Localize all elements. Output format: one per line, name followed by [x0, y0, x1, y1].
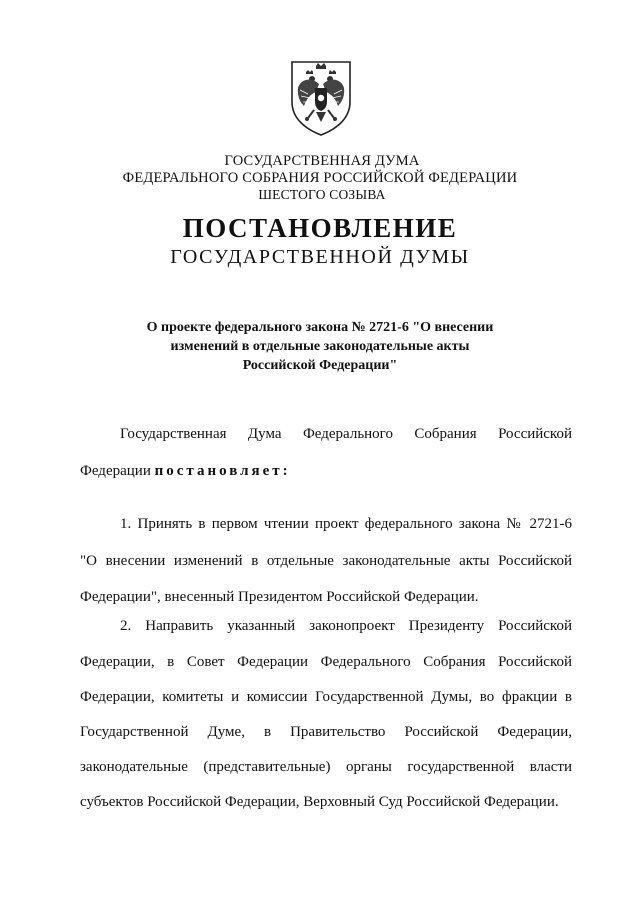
- item-1-line-2: "О внесении изменений в отдельные законодательные акты Российской: [80, 553, 572, 569]
- header-line-2: ФЕДЕРАЛЬНОГО СОБРАНИЯ РОССИЙСКОЙ ФЕДЕРАЦИИ: [122, 170, 518, 186]
- preamble-verb: постановляет:: [154, 463, 291, 479]
- subject-line-2: изменений в отдельные законодательные акты: [170, 339, 470, 354]
- item-2-line-4: Государственной Думе, в Правительство Российской Федерации,: [80, 724, 572, 740]
- preamble-line-1: Государственная Дума Федерального Собрания Российской: [120, 426, 572, 442]
- item-2-line-6: субъектов Российской Федерации, Верховный Суд Российской Федерации.: [80, 794, 559, 810]
- subject-line-1: О проекте федерального закона № 2721-6 "О внесении: [146, 320, 494, 335]
- document-title: ПОСТАНОВЛЕНИЕ: [182, 213, 458, 243]
- item-1-line-3: Федерации", внесенный Президентом Российской Федерации.: [80, 589, 479, 605]
- item-1-line-1: 1. Принять в первом чтении проект федерального закона № 2721-6: [120, 516, 572, 532]
- header-line-1: ГОСУДАРСТВЕННАЯ ДУМА: [224, 153, 420, 169]
- item-2-line-2: Федерации, в Совет Федерации Федерального Собрания Российской: [80, 654, 572, 670]
- header-line-3: ШЕСТОГО СОЗЫВА: [258, 187, 386, 202]
- item-2-line-3: Федерации, комитеты и комиссии Государственной Думы, во фракции в: [80, 689, 572, 705]
- document-subject: [120, 318, 520, 375]
- coat-of-arms-icon: [286, 58, 356, 138]
- item-2-line-1: 2. Направить указанный законопроект Президенту Российской: [120, 618, 572, 634]
- subject-line-3: Российской Федерации": [242, 358, 398, 373]
- document-subtitle: ГОСУДАРСТВЕННОЙ ДУМЫ: [170, 246, 470, 268]
- preamble-line-2: [80, 461, 291, 481]
- preamble-prefix: Федерации: [80, 463, 151, 479]
- item-2-line-5: законодательные (представительные) органы государственной власти: [80, 759, 572, 775]
